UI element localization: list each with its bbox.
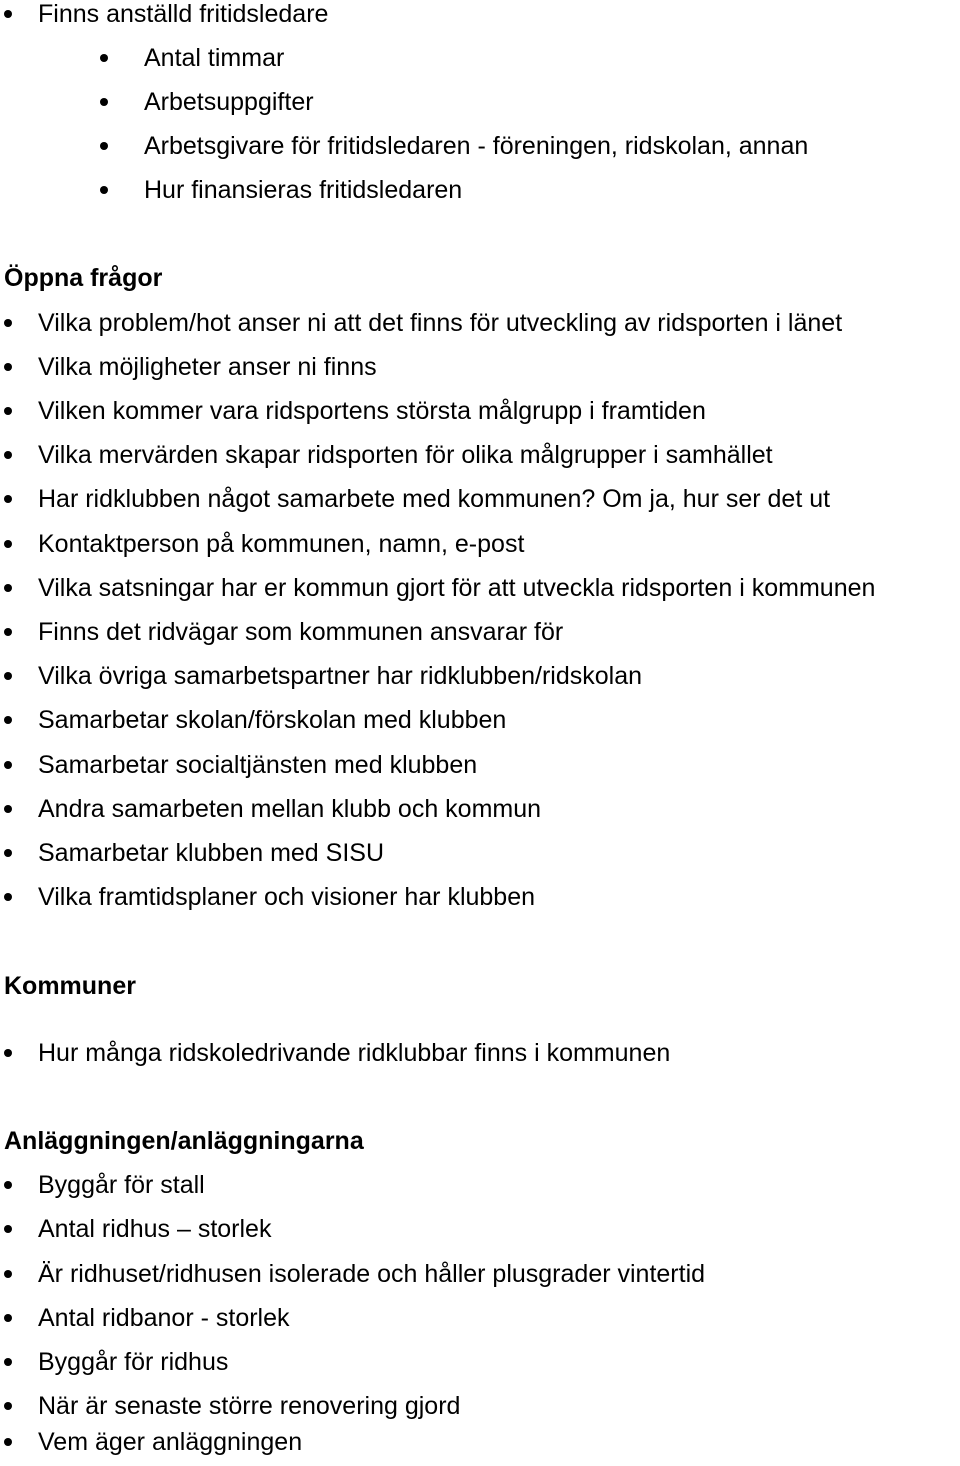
bullet-icon: [4, 584, 12, 592]
bullet-icon: [100, 54, 108, 62]
bullet-icon: [4, 451, 12, 459]
sub-list-item-text: Antal timmar: [144, 44, 285, 72]
list-item-text: Antal ridbanor - storlek: [38, 1304, 290, 1332]
list-item-text: Hur många ridskoledrivande ridklubbar finns i kommunen: [38, 1039, 671, 1067]
bullet-icon: [4, 672, 12, 680]
list-item-text: När är senaste större renovering gjord: [38, 1392, 461, 1420]
bullet-icon: [4, 319, 12, 327]
bullet-icon: [100, 186, 108, 194]
bullet-icon: [4, 1181, 12, 1189]
bullet-icon: [4, 1438, 12, 1446]
list-item-text: Samarbetar skolan/förskolan med klubben: [38, 706, 507, 734]
sub-list-item-text: Arbetsuppgifter: [144, 88, 314, 116]
bullet-icon: [4, 540, 12, 548]
bullet-icon: [4, 893, 12, 901]
list-item-text: Finns det ridvägar som kommunen ansvarar för: [38, 618, 564, 646]
list-item-text: Har ridklubben något samarbete med kommunen? Om ja, hur ser det ut: [38, 485, 831, 513]
bullet-icon: [100, 142, 108, 150]
list-item-text: Vilka framtidsplaner och visioner har klubben: [38, 883, 536, 911]
section-heading: Anläggningen/anläggningarna: [4, 1127, 364, 1155]
bullet-icon: [4, 407, 12, 415]
bullet-icon: [4, 1314, 12, 1322]
list-item-text: Vilken kommer vara ridsportens största målgrupp i framtiden: [38, 397, 706, 425]
list-item-text: Vilka övriga samarbetspartner har ridklubben/ridskolan: [38, 662, 643, 690]
list-item-text: Vilka problem/hot anser ni att det finns för utveckling av ridsporten i länet: [38, 309, 843, 337]
bullet-icon: [100, 98, 108, 106]
bullet-icon: [4, 761, 12, 769]
list-item-text: Byggår för ridhus: [38, 1348, 229, 1376]
list-item-text: Vem äger anläggningen: [38, 1428, 303, 1456]
bullet-icon: [4, 10, 12, 18]
list-item-text: Samarbetar socialtjänsten med klubben: [38, 751, 478, 779]
bullet-icon: [4, 1270, 12, 1278]
list-item-text: Antal ridhus – storlek: [38, 1215, 272, 1243]
bullet-icon: [4, 363, 12, 371]
bullet-icon: [4, 1049, 12, 1057]
bullet-icon: [4, 628, 12, 636]
bullet-icon: [4, 805, 12, 813]
bullet-icon: [4, 716, 12, 724]
list-item-text: Vilka mervärden skapar ridsporten för olika målgrupper i samhället: [38, 441, 773, 469]
list-item-text: Vilka satsningar har er kommun gjort för att utveckla ridsporten i kommunen: [38, 574, 876, 602]
bullet-icon: [4, 1358, 12, 1366]
bullet-icon: [4, 849, 12, 857]
bullet-icon: [4, 1225, 12, 1233]
list-item-text: Byggår för stall: [38, 1171, 205, 1199]
list-item-text: Är ridhuset/ridhusen isolerade och håller plusgrader vintertid: [38, 1260, 706, 1288]
list-item-text: Kontaktperson på kommunen, namn, e-post: [38, 530, 525, 558]
sub-list-item-text: Arbetsgivare för fritidsledaren - föreningen, ridskolan, annan: [144, 132, 809, 160]
list-item-text: Finns anställd fritidsledare: [38, 0, 329, 28]
section-heading: Kommuner: [4, 972, 136, 1000]
list-item-text: Samarbetar klubben med SISU: [38, 839, 385, 867]
section-heading: Öppna frågor: [4, 264, 163, 292]
bullet-icon: [4, 495, 12, 503]
sub-list-item-text: Hur finansieras fritidsledaren: [144, 176, 463, 204]
bullet-icon: [4, 1402, 12, 1410]
list-item-text: Vilka möjligheter anser ni finns: [38, 353, 377, 381]
list-item-text: Andra samarbeten mellan klubb och kommun: [38, 795, 542, 823]
